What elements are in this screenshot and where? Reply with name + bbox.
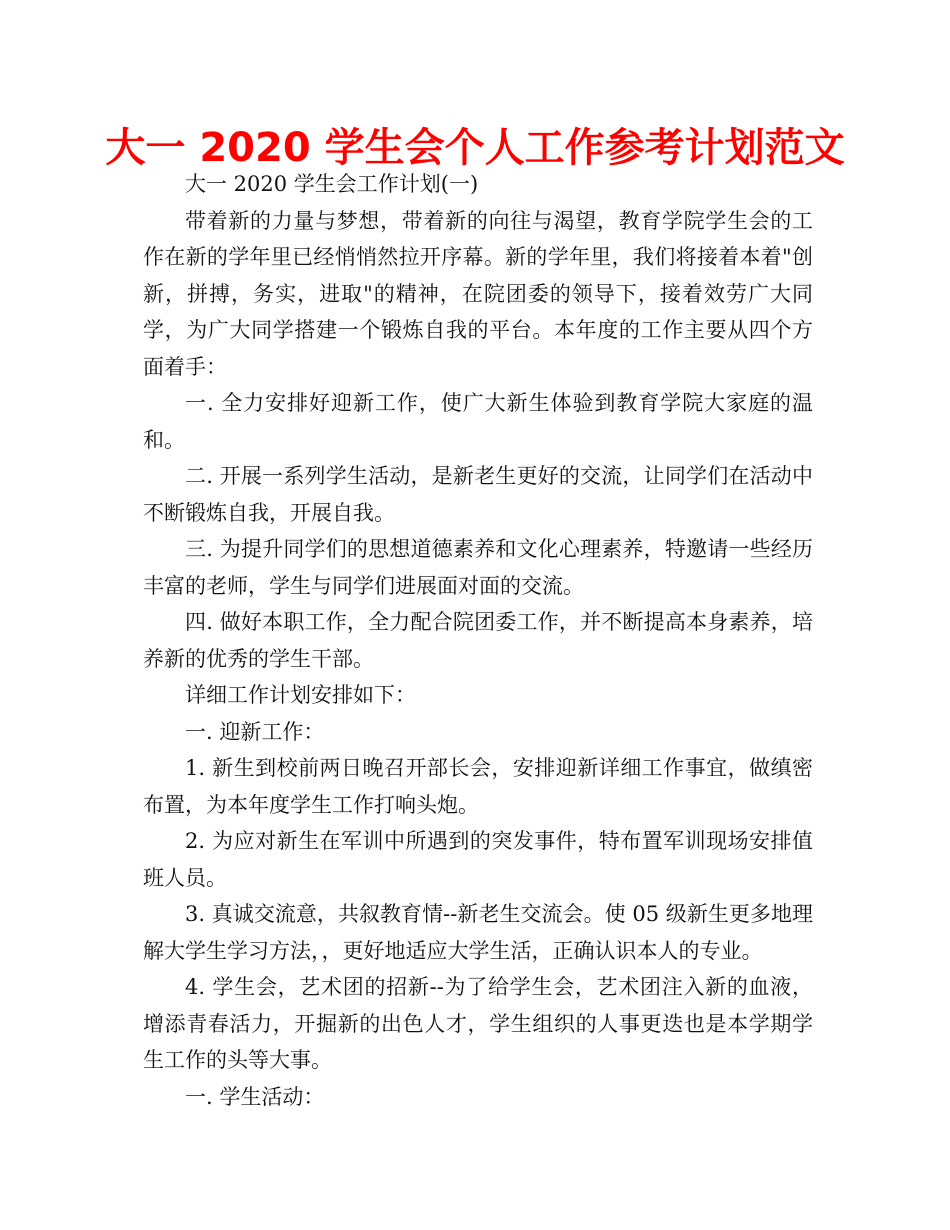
subsection-heading: 一. 学生活动：: [185, 1084, 325, 1109]
section-heading: 大一 2020 学生会工作计划(一): [185, 172, 479, 196]
plan-item-3: 3. 真诚交流意，共叙教育情--新老生交流会。使 05 级新生更多地理解大学生学习方法，，更好地适应大学生活，正确认识本人的专业。: [143, 902, 813, 963]
aspect-item-4: 四. 做好本职工作，全力配合院团委工作，并不断提高本身素养，培养新的优秀的学生干部。: [143, 610, 813, 671]
plan-item-4: 4. 学生会，艺术团的招新--为了给学生会，艺术团注入新的血液，增添青春活力，开掘新的出色人才，学生组织的人事更迭也是本学期学生工作的头等大事。: [143, 975, 813, 1072]
document-body: [143, 166, 813, 1115]
aspect-item-2: 二. 开展一系列学生活动，是新老生更好的交流，让同学们在活动中不断锻炼自我，开展自我。: [143, 464, 813, 525]
subsection-heading: 一. 迎新工作：: [185, 719, 325, 744]
aspect-item-3: 三. 为提升同学们的思想道德素养和文化心理素养，特邀请一些经历丰富的老师，学生与同学们进展面对面的交流。: [143, 537, 813, 598]
aspect-item-1: 一. 全力安排好迎新工作，使广大新生体验到教育学院大家庭的温和。: [143, 391, 813, 452]
plan-heading: 详细工作计划安排如下：: [185, 683, 416, 707]
intro-paragraph: 带着新的力量与梦想，带着新的向往与渴望，教育学院学生会的工作在新的学年里已经悄悄然拉开序幕。新的学年里，我们将接着本着"创新，拼搏，务实，进取"的精神，在院团委的领导下，接着效劳广大同学，为广大同学搭建一个锻炼自我的平台。本年度的工作主要从四个方面着手：: [143, 208, 813, 379]
document-title: 大一 2020 学生会个人工作参考计划范文: [105, 125, 845, 171]
plan-item-2: 2. 为应对新生在军训中所遇到的突发事件，特布置军训现场安排值班人员。: [143, 829, 813, 890]
plan-item-1: 1. 新生到校前两日晚召开部长会，安排迎新详细工作事宜，做缜密布置，为本年度学生工作打响头炮。: [143, 756, 813, 817]
